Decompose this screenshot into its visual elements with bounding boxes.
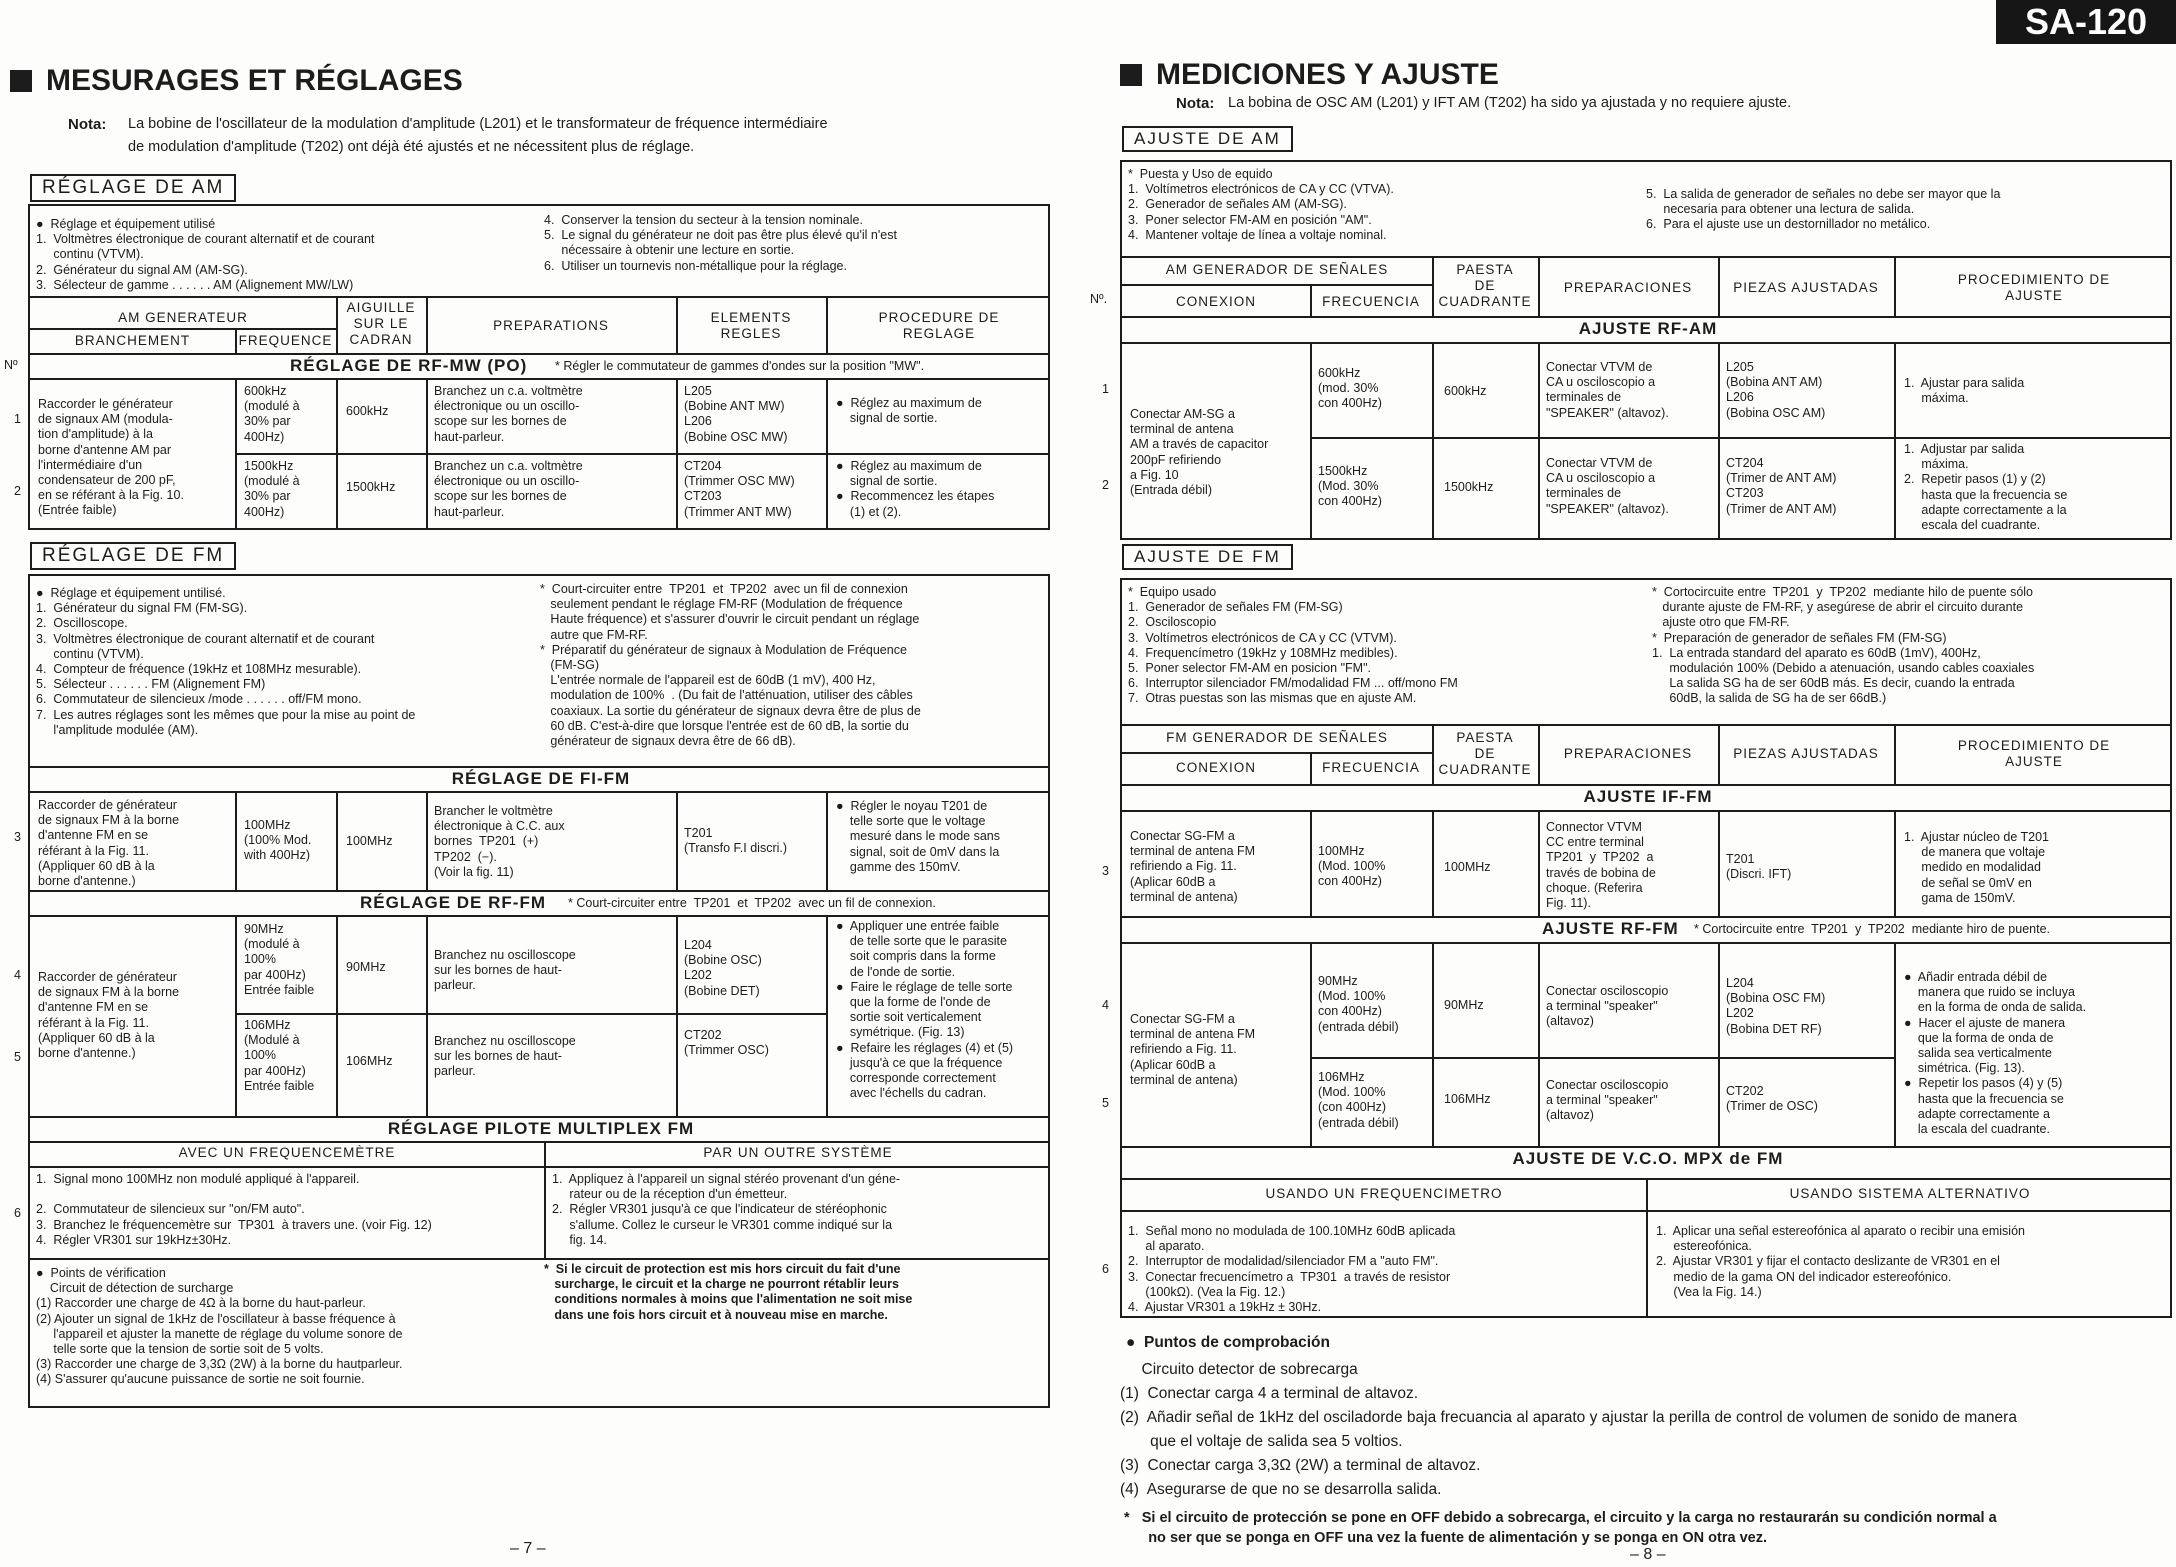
rule bbox=[1310, 1057, 1894, 1059]
right-hdr-pasta: PAESTA DE CUADRANTE bbox=[1438, 262, 1532, 309]
right-no-label: Nº. bbox=[1090, 292, 1108, 306]
left-hdr-gen: AM GENERATEUR bbox=[118, 310, 248, 325]
right-r3-pasta: 100MHz bbox=[1444, 860, 1491, 874]
right-r3-freq: 100MHz (Mod. 100% con 400Hz) bbox=[1318, 844, 1386, 889]
rule bbox=[235, 791, 237, 890]
right-sec-rfam: AJUSTE RF-AM bbox=[1578, 319, 1718, 338]
right-r5-no: 5 bbox=[1102, 1096, 1109, 1110]
rule bbox=[1310, 284, 1312, 316]
left-r2-proc: ● Réglez au maximum de signal de sortie. ● Recommencez les étapes (1) et (2). bbox=[836, 459, 995, 519]
left-hdr-prep: PREPARATIONS bbox=[493, 318, 609, 333]
rule bbox=[336, 915, 338, 1116]
rule bbox=[1122, 342, 2172, 344]
right-hdr-gen: AM GENERADOR DE SEÑALES bbox=[1165, 262, 1389, 277]
left-r2-aig: 1500kHz bbox=[346, 480, 396, 494]
left-am-table bbox=[28, 204, 1050, 530]
rule bbox=[30, 890, 1050, 892]
left-sec-rfmw: RÉGLAGE DE RF-MW (PO) bbox=[290, 356, 528, 375]
rule bbox=[1718, 256, 1720, 316]
right-sec-rffm: AJUSTE RF-FM bbox=[1542, 919, 1679, 938]
right-page-number: – 8 – bbox=[1630, 1546, 1666, 1563]
right-hdr-fmgen: FM GENERADOR DE SEÑALES bbox=[1166, 730, 1388, 745]
right-r3-no: 3 bbox=[1102, 864, 1109, 878]
rule bbox=[1432, 342, 1434, 540]
right-r2-proc: 1. Adjustar par salida máxima. 2. Repetir pasos (1) y (2) hasta que la frecuencia se adapte correctamente a la escala del cuadrante. bbox=[1904, 442, 2068, 533]
left-hdr-branch: BRANCHEMENT bbox=[74, 333, 191, 348]
bullet-square-icon bbox=[1120, 64, 1142, 86]
right-am-tag: AJUSTE DE AM bbox=[1122, 126, 1293, 152]
rule bbox=[426, 296, 428, 353]
rule bbox=[1122, 316, 2172, 318]
rule bbox=[1432, 810, 1434, 916]
rule bbox=[426, 378, 428, 530]
rule bbox=[1122, 256, 2172, 258]
rule bbox=[30, 791, 1050, 793]
left-am-tag: RÉGLAGE DE AM bbox=[30, 174, 236, 202]
right-vco-h2: USANDO SISTEMA ALTERNATIVO bbox=[1789, 1186, 2031, 1201]
right-sec-rffm-note: * Cortocircuite entre TP201 y TP202 mediante hiro de puente. bbox=[1694, 922, 2050, 936]
rule bbox=[336, 296, 338, 353]
left-r1-prep: Branchez un c.a. voltmètre électronique ou un oscillo- scope sur les bornes de haut-parleur. bbox=[434, 384, 583, 444]
left-sec-rfmw-note: * Régler le commutateur de gammes d'ondes sur la position "MW". bbox=[555, 359, 925, 373]
left-mpx-h2: PAR UN OUTRE SYSTÈME bbox=[703, 1145, 893, 1160]
rule bbox=[826, 296, 828, 353]
right-r5-pasta: 106MHz bbox=[1444, 1092, 1491, 1106]
left-r4-no: 4 bbox=[14, 968, 21, 982]
left-r1-proc: ● Réglez au maximum de signal de sortie. bbox=[836, 396, 982, 426]
left-title-text: MESURAGES ET RÉGLAGES bbox=[46, 64, 463, 97]
right-am-equip-a: * Puesta y Uso de equido 1. Voltímetros electrónicos de CA y CC (VTVA). 2. Generador de señales AM (AM-SG). 3. Poner selector FM-AM en posición "AM". 4. Mantener voltaje de línea a voltaje nominal. bbox=[1128, 167, 1394, 242]
left-sec-mpx: RÉGLAGE PILOTE MULTIPLEX FM bbox=[387, 1119, 695, 1138]
rule bbox=[30, 766, 1050, 768]
right-nota-text: La bobina de OSC AM (L201) y IFT AM (T202) ha sido ya ajustada y no requiere ajuste. bbox=[1228, 95, 1792, 111]
model-badge: SA-120 bbox=[1996, 0, 2176, 44]
left-r1-no: 1 bbox=[14, 412, 21, 426]
right-r2-pasta: 1500kHz bbox=[1444, 480, 1494, 494]
rule bbox=[1310, 437, 2172, 439]
rule bbox=[336, 791, 338, 890]
rule bbox=[676, 915, 678, 1116]
rule bbox=[1538, 724, 1540, 784]
right-hdr-pasta2: PAESTA DE CUADRANTE bbox=[1438, 730, 1532, 777]
left-hdr-elem: ELEMENTS REGLES bbox=[710, 310, 792, 341]
left-fm-equip-a: ● Réglage et équipement untilisé. 1. Générateur du signal FM (FM-SG). 2. Oscilloscope. 3. Voltmètres électronique de courant alternatif et de courant continu (VTVM). 4. Compteur de fréquence (19kHz et 108MHz mesurable). 5. Sélecteur . . . . . . FM (Alignement FM) 6. Commutateur de silencieux /mode . . . . . . off/FM mono. 7. Les autres réglages sont les mêmes que pour la mise au point de l'amplitude modulée (AM). bbox=[36, 586, 416, 737]
right-hdr-freq: FRECUENCIA bbox=[1322, 294, 1420, 309]
rule bbox=[1718, 342, 1720, 540]
rule bbox=[1122, 752, 1432, 754]
rule bbox=[1894, 342, 1896, 540]
rule bbox=[1538, 342, 1540, 540]
right-r4-pasta: 90MHz bbox=[1444, 998, 1484, 1012]
rule bbox=[676, 378, 678, 530]
rule bbox=[30, 1258, 1050, 1260]
left-mpx-b: 1. Appliquez à l'appareil un signal stéréo provenant d'un géne- rateur ou de la réception d'un émetteur. 2. Régler VR301 jusqu'à ce que l'indicateur de stéréophonic s'allume. Collez le curseur le VR301 comme indiqué sur la fig. 14. bbox=[552, 1172, 901, 1247]
left-r5-aig: 106MHz bbox=[346, 1054, 393, 1068]
rule bbox=[1122, 810, 2172, 812]
left-fm-tag: RÉGLAGE DE FM bbox=[30, 542, 236, 570]
right-r3-prep: Connector VTVM CC entre terminal TP201 y TP202 a través de bobina de choque. (Referira Fig. 11). bbox=[1546, 820, 1656, 911]
left-r3-prep: Brancher le voltmètre électronique à C.C. aux bornes TP201 (+) TP202 (−). (Voir la fig. 11) bbox=[434, 804, 565, 879]
right-r3-piezas: T201 (Discri. IFT) bbox=[1726, 852, 1792, 882]
left-r1-elem: L205 (Bobine ANT MW) L206 (Bobine OSC MW) bbox=[684, 384, 788, 444]
right-am-conn: Conectar AM-SG a terminal de antena AM a través de capacitor 200pF refiriendo a Fig. 10 (Entrada débil) bbox=[1130, 407, 1269, 498]
right-nota-label: Nota: bbox=[1176, 95, 1215, 112]
right-r1-freq: 600kHz (mod. 30% con 400Hz) bbox=[1318, 366, 1382, 411]
right-title bbox=[1120, 58, 1499, 92]
left-sec-rffm: RÉGLAGE DE RF-FM bbox=[360, 893, 546, 912]
left-r45-proc: ● Appliquer une entrée faible de telle sorte que le parasite soit compris dans la forme de l'onde de sortie. ● Faire le réglage de telle sorte que la forme de l'onde de sortie soit verticalement symétrique. (Fig. 13) ● Refaire les réglages (4) et (5) jusqu'à ce que la fréquence corresponde correctement avec l'échells du cadran. bbox=[836, 919, 1014, 1101]
right-r4-freq: 90MHz (Mod. 100% con 400Hz) (entrada débil) bbox=[1318, 974, 1399, 1034]
rule bbox=[1432, 942, 1434, 1146]
rule bbox=[1894, 942, 1896, 1146]
left-r1-aig: 600kHz bbox=[346, 404, 389, 418]
rule bbox=[235, 453, 1050, 455]
left-r5-prep: Branchez nu oscilloscope sur les bornes de haut- parleur. bbox=[434, 1034, 576, 1079]
right-r2-prep: Conectar VTVM de CA u osciloscopio a terminales de "SPEAKER" (altavoz). bbox=[1546, 456, 1669, 516]
rule bbox=[30, 296, 1050, 298]
right-hdr-prep2: PREPARACIONES bbox=[1563, 746, 1693, 761]
right-vco-h1: USANDO UN FREQUENCIMETRO bbox=[1265, 1186, 1503, 1201]
right-r2-piezas: CT204 (Trimer de ANT AM) CT203 (Trimer de ANT AM) bbox=[1726, 456, 1837, 516]
rule bbox=[1122, 916, 2172, 918]
right-hdr-prep: PREPARACIONES bbox=[1563, 280, 1693, 295]
right-title-text: MEDICIONES Y AJUSTE bbox=[1156, 58, 1499, 91]
left-fm-table bbox=[28, 574, 1050, 1408]
right-r1-no: 1 bbox=[1102, 382, 1109, 396]
left-fm-equip-b: * Court-circuiter entre TP201 et TP202 avec un fil de connexion seulement pendant le réglage FM-RF (Modulation de fréquence Haute fréquence) et s'assurer d'ouvrir le circuit pendant un réglage autre que FM-RF. * Préparatif du générateur de signaux à Modulation de Fréquence (FM-SG) L'entrée normale de l'appareil est de 60dB (1 mV), 400 Hz, modulation de 100% . (Du fait de l'atténuation, utiliser des câbles coaxiaux. La sortie du générateur de signaux devra être de plus de 60 dB. C'est-à-dire que lorsque l'entrée est de 60 dB, la sortie du générateur de signaux devra être de 66 dB). bbox=[540, 582, 921, 749]
left-verif-b: * Si le circuit de protection est mis hors circuit du fait d'une surcharge, le circuit et la charge ne pourront rétablir leurs conditions normales à moins que l'alimentation ne soit mise dans une fois hors circuit et à nouveau mise en marche. bbox=[544, 1262, 913, 1322]
right-r1-piezas: L205 (Bobina ANT AM) L206 (Bobina OSC AM) bbox=[1726, 360, 1826, 420]
rule bbox=[1894, 724, 1896, 784]
rule bbox=[1122, 724, 2172, 726]
rule bbox=[1718, 942, 1720, 1146]
left-hdr-freq: FREQUENCE bbox=[238, 333, 333, 348]
rule bbox=[1122, 1146, 2172, 1148]
left-am-equip-b: 4. Conserver la tension du secteur à la tension nominale. 5. Le signal du générateur ne doit pas être plus élevé qu'il n'est nécessaire à obtenir une lecture en sortie. 6. Utiliser un tournevis non-métallique pour la réglage. bbox=[544, 213, 897, 273]
right-fm-tag: AJUSTE DE FM bbox=[1122, 544, 1293, 570]
right-hdr-conn2: CONEXION bbox=[1175, 760, 1256, 775]
right-r1-pasta: 600kHz bbox=[1444, 384, 1487, 398]
rule bbox=[1538, 256, 1540, 316]
right-r1-proc: 1. Ajustar para salida máxima. bbox=[1904, 376, 2025, 406]
right-r3-conn: Conectar SG-FM a terminal de antena FM refiriendo a Fig. 11. (Aplicar 60dB a terminal de antena) bbox=[1130, 829, 1256, 904]
rule bbox=[30, 1141, 1050, 1143]
right-r6-no: 6 bbox=[1102, 1262, 1109, 1276]
left-r3-no: 3 bbox=[14, 830, 21, 844]
left-r4-aig: 90MHz bbox=[346, 960, 386, 974]
rule bbox=[1646, 1178, 1648, 1318]
left-hdr-aig: AIGUILLE SUR LE CADRAN bbox=[346, 300, 416, 347]
right-fm-equip-a: * Equipo usado 1. Generador de señales FM (FM-SG) 2. Osciloscopio 3. Voltímetros electrónicos de CA y CC (VTVM). 4. Frequencímetro (19kHz y 108MHz medibles). 5. Poner selector FM-AM en posicion "FM". 6. Interruptor silenciador FM/modalidad FM ... off/mono FM 7. Otras puestas son las mismas que en ajuste AM. bbox=[1128, 585, 1458, 706]
right-comp-text: Circuito detector de sobrecarga (1) Conectar carga 4 a terminal de altavoz. (2) Añadir señal de 1kHz del osciladorde baja frecuancia al aparato y ajustar la perilla de control de volumen de sonido de manera que el voltaje de salida sea 5 voltios. (3) Conectar carga 3,3Ω (2W) a terminal de altavoz. (4) Asegurarse de que no se desarrolla salida. bbox=[1120, 1361, 2017, 1498]
left-sec-rffm-note: * Court-circuiter entre TP201 et TP202 avec un fil de connexion. bbox=[568, 896, 936, 910]
rule bbox=[1122, 942, 2172, 944]
left-r4-prep: Branchez nu oscilloscope sur les bornes de haut- parleur. bbox=[434, 948, 576, 993]
rule bbox=[426, 915, 428, 1116]
left-r3-aig: 100MHz bbox=[346, 834, 393, 848]
left-r4-freq: 90MHz (modulé à 100% par 400Hz) Entrée faible bbox=[244, 922, 315, 997]
rule bbox=[30, 328, 336, 330]
right-vco-a: 1. Señal mono no modulada de 100.10MHz 60dB aplicada al aparato. 2. Interruptor de modalidad/silenciador FM a "auto FM". 3. Conectar frecuencímetro a TP301 a través de resistor (100kΩ). (Vea la Fig. 12.) 4. Ajustar VR301 a 19kHz ± 30Hz. bbox=[1128, 1224, 1456, 1315]
left-am-equip-a: ● Réglage et équipement utilisé 1. Voltmètres électronique de courant alternatif et de courant continu (VTVM). 2. Générateur du signal AM (AM-SG). 3. Sélecteur de gamme . . . . . . AM (Alignement MW/LW) bbox=[36, 217, 375, 292]
left-r3-proc: ● Régler le noyau T201 de telle sorte que le voltage mesuré dans le mode sans signal, soit de 0mV dans la gamme des 150mV. bbox=[836, 799, 1000, 874]
left-sec-fifm: RÉGLAGE DE FI-FM bbox=[451, 769, 631, 788]
left-title bbox=[10, 64, 463, 98]
rule bbox=[235, 378, 237, 530]
right-sec-iffm: AJUSTE IF-FM bbox=[1583, 787, 1713, 806]
left-r3-elem: T201 (Transfo F.I discri.) bbox=[684, 826, 788, 856]
rule bbox=[1718, 724, 1720, 784]
rule bbox=[1894, 810, 1896, 916]
right-comp-note: * Si el circuito de protección se pone en OFF debido a sobrecarga, el circuito y la carga no restaurarán su condición normal a no ser que se ponga en OFF una vez la fuente de alimentación y se ponga en ON otra vez. bbox=[1124, 1510, 1997, 1546]
left-am-conn: Raccorder le générateur de signaux AM (modula- tion d'amplitude) à la borne d'antenne AM par l'intermédiaire d'un condensateur de 200 pF, en se référant à la Fig. 10. (Entrée faible) bbox=[38, 397, 184, 518]
right-am-equip-b: 5. La salida de generador de señales no debe ser mayor que la necesaria para obtener una lectura de salida. 6. Para el ajuste use un destornillador no metálico. bbox=[1646, 187, 2001, 232]
left-r1-freq: 600kHz (modulé à 30% par 400Hz) bbox=[244, 384, 300, 444]
left-r2-prep: Branchez un c.a. voltmètre électronique ou un oscillo- scope sur les bornes de haut-parleur. bbox=[434, 459, 583, 519]
rule bbox=[1122, 784, 2172, 786]
left-no-label: Nº bbox=[4, 358, 18, 372]
left-page-number: – 7 – bbox=[510, 1540, 546, 1557]
rule bbox=[826, 791, 828, 890]
left-r5-freq: 106MHz (Modulé à 100% par 400Hz) Entrée faible bbox=[244, 1018, 315, 1093]
left-r2-no: 2 bbox=[14, 484, 21, 498]
right-hdr-piezas: PIEZAS AJUSTADAS bbox=[1733, 280, 1879, 295]
rule bbox=[1310, 342, 1312, 540]
left-r2-elem: CT204 (Trimmer OSC MW) CT203 (Trimmer ANT MW) bbox=[684, 459, 795, 519]
right-hdr-proc2: PROCEDIMIENTO DE AJUSTE bbox=[1957, 738, 2111, 769]
bullet-square-icon bbox=[10, 70, 32, 92]
right-r5-freq: 106MHz (Mod. 100% (con 400Hz) (entrada débil) bbox=[1318, 1070, 1399, 1130]
rule bbox=[30, 378, 1050, 380]
rule bbox=[1310, 752, 1312, 784]
left-hdr-proc: PROCEDURE DE REGLAGE bbox=[878, 310, 1000, 341]
rule bbox=[30, 915, 1050, 917]
left-r45-conn: Raccorder de générateur de signaux FM à la borne d'antenne FM en se référant à la Fig. 11. (Appliquer 60 dB à la borne d'antenne.) bbox=[38, 970, 180, 1061]
rule bbox=[235, 1013, 826, 1015]
rule bbox=[1718, 810, 1720, 916]
left-mpx-h1: AVEC UN FREQUENCEMÈTRE bbox=[178, 1145, 396, 1160]
rule bbox=[426, 791, 428, 890]
rule bbox=[1432, 256, 1434, 316]
rule bbox=[30, 353, 1050, 355]
right-r45-proc: ● Añadir entrada débil de manera que ruido se incluya en la forma de onda de salida. ● Hacer el ajuste de manera que la forma de onda de salida sea verticalmente simétrica. (Fig. 13). ● Repetir los pasos (4) y (5) hasta que la frecuencia se adapte correctamente a la escala del cuadrante. bbox=[1904, 970, 2087, 1137]
left-r3-conn: Raccorder de générateur de signaux FM à la borne d'antenne FM en se référant à la Fig. 11. (Appliquer 60 dB à la borne d'antenne.) bbox=[38, 798, 180, 889]
rule bbox=[826, 915, 828, 1116]
right-r2-freq: 1500kHz (Mod. 30% con 400Hz) bbox=[1318, 464, 1382, 509]
rule bbox=[1432, 724, 1434, 784]
right-fm-table bbox=[1120, 578, 2172, 1318]
right-comp-title: ● Puntos de comprobación bbox=[1126, 1334, 1330, 1351]
rule bbox=[1122, 284, 1432, 286]
left-mpx-a: 1. Signal mono 100MHz non modulé appliqué à l'appareil. 2. Commutateur de silencieux sur "on/FM auto". 3. Branchez le fréquencemètre sur TP301 à travers une. (voir Fig. 12) 4. Régler VR301 sur 19kHz±30Hz. bbox=[36, 1172, 432, 1247]
rule bbox=[1894, 256, 1896, 316]
right-r5-prep: Conectar osciloscopio a terminal "speaker" (altavoz) bbox=[1546, 1078, 1669, 1123]
rule bbox=[1310, 942, 1312, 1146]
left-r5-no: 5 bbox=[14, 1050, 21, 1064]
right-r3-proc: 1. Ajustar núcleo de T201 de manera que voltaje medido en modalidad de señal se 0mV en gama de 150mV. bbox=[1904, 830, 2050, 905]
rule bbox=[336, 378, 338, 530]
rule bbox=[676, 296, 678, 353]
rule bbox=[235, 915, 237, 1116]
left-nota-text: La bobine de l'oscillateur de la modulation d'amplitude (L201) et le transformateur de fréquence intermédiaire de modulation d'amplitude (T202) ont déjà été ajustés et ne nécessitent plus de réglage. bbox=[128, 116, 828, 155]
right-r4-piezas: L204 (Bobina OSC FM) L202 (Bobina DET RF) bbox=[1726, 976, 1826, 1036]
right-hdr-piezas2: PIEZAS AJUSTADAS bbox=[1733, 746, 1879, 761]
right-hdr-freq2: FRECUENCIA bbox=[1322, 760, 1420, 775]
right-hdr-conn: CONEXION bbox=[1175, 294, 1256, 309]
right-am-table bbox=[1120, 160, 2172, 540]
right-vco-b: 1. Aplicar una señal estereofónica al aparato o recibir una emisión estereofónica. 2. Ajustar VR301 y fijar el contacto deslizante de VR301 en el medio de la gama ON del indicador estereofónico. (Vea la Fig. 14.) bbox=[1656, 1224, 2025, 1299]
right-r5-piezas: CT202 (Trimer de OSC) bbox=[1726, 1084, 1818, 1114]
rule bbox=[30, 1116, 1050, 1118]
rule bbox=[1538, 810, 1540, 916]
rule bbox=[30, 1166, 1050, 1168]
right-r2-no: 2 bbox=[1102, 478, 1109, 492]
rule bbox=[544, 1141, 546, 1258]
rule bbox=[676, 791, 678, 890]
left-r5-elem: CT202 (Trimmer OSC) bbox=[684, 1028, 769, 1058]
right-hdr-proc: PROCEDIMIENTO DE AJUSTE bbox=[1957, 272, 2111, 303]
right-r4-prep: Conectar osciloscopio a terminal "speaker" (altavoz) bbox=[1546, 984, 1669, 1029]
left-r2-freq: 1500kHz (modulé à 30% par 400Hz) bbox=[244, 459, 300, 519]
rule bbox=[1310, 810, 1312, 916]
right-sec-vco: AJUSTE DE V.C.O. MPX de FM bbox=[1512, 1149, 1784, 1168]
left-nota-label: Nota: bbox=[68, 116, 107, 133]
rule bbox=[1538, 942, 1540, 1146]
right-r4-no: 4 bbox=[1102, 998, 1109, 1012]
rule bbox=[826, 378, 828, 530]
right-fm-equip-b: * Cortocircuite entre TP201 y TP202 mediante hilo de puente sólo durante ajuste de FM-RF, y asegúrese de abrir el circuito durante ajuste otro que FM-RF. * Preparación de generador de señales FM (FM-SG) 1. La entrada standard del aparato es 60dB (1mV), 400Hz, modulación 100% (Debido a atenuación, usando cables coaxiales La salida SG ha de ser 60dB más. Es decir, cuando la entrada 60dB, la salida de SG ha de ser 66dB.) bbox=[1652, 585, 2035, 706]
left-r3-freq: 100MHz (100% Mod. with 400Hz) bbox=[244, 818, 312, 863]
left-verif-a: ● Points de vérification Circuit de détection de surcharge (1) Raccorder une charge de 4Ω à la borne du haut-parleur. (2) Ajouter un signal de 1kHz de l'oscillateur à basse fréquence à l'appareil et ajuster la manette de réglage du volume sonore de telle sorte que la tension de sortie soit de 5 volts. (3) Raccorder une charge de 3,3Ω (2W) à la borne du hautparleur. (4) S'assurer qu'aucune puissance de sortie ne soit fournie. bbox=[36, 1266, 403, 1387]
rule bbox=[235, 328, 237, 353]
right-r1-prep: Conectar VTVM de CA u osciloscopio a terminales de "SPEAKER" (altavoz). bbox=[1546, 360, 1669, 420]
left-r4-elem: L204 (Bobine OSC) L202 (Bobine DET) bbox=[684, 938, 762, 998]
left-r6-no: 6 bbox=[14, 1206, 21, 1220]
right-r45-conn: Conectar SG-FM a terminal de antena FM refiriendo a Fig. 11. (Aplicar 60dB a terminal de antena) bbox=[1130, 1012, 1256, 1087]
